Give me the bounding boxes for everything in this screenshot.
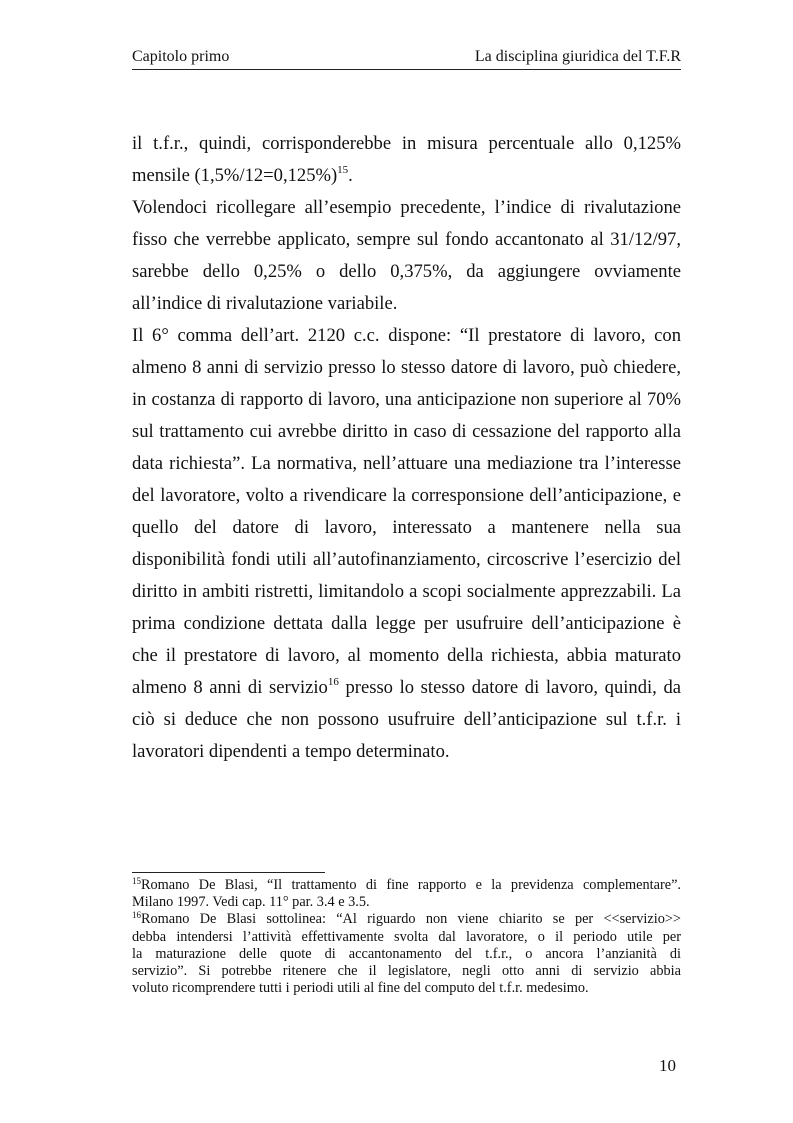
footnote-line <box>132 911 681 928</box>
footnote-line: la maturazione delle quote di accantonamento del t.f.r., o ancora l’anzianità di <box>132 945 681 962</box>
footnote-line: Milano 1997. Vedi cap. 11° par. 3.4 e 3.5. <box>132 894 370 911</box>
text-run: . <box>348 165 353 186</box>
footnote-16 <box>132 911 681 997</box>
footnote-line: voluto ricomprendere tutti i periodi utili al fine del computo del t.f.r. medesimo. <box>132 980 589 997</box>
footnote-number: 15 <box>132 876 141 886</box>
footnote-line <box>132 877 681 894</box>
text-line: quello del datore di lavoro, interessato a mantenere nella sua <box>132 517 681 538</box>
footnote-line: servizio”. Si potrebbe ritenere che il legislatore, negli otto anni di servizio abbia <box>132 963 681 980</box>
footnote-ref-15: 15 <box>337 164 349 176</box>
text-line: almeno 8 anni di servizio presso lo stesso datore di lavoro, può chiedere, <box>132 357 681 378</box>
text-line: Volendoci ricollegare all’esempio precedente, l’indice di rivalutazione <box>132 197 681 218</box>
text-line: prima condizione dettata dalla legge per usufruire dell’anticipazione è <box>132 613 681 634</box>
text-line: Il 6° comma dell’art. 2120 c.c. dispone: “Il prestatore di lavoro, con <box>132 325 681 346</box>
header-section-title: La disciplina giuridica del T.F.R <box>474 48 681 65</box>
text-line <box>132 672 681 704</box>
text-run: almeno 8 anni di servizio <box>132 677 328 698</box>
footnote-line: debba intendersi l’attività effettivamente svolta dal lavoratore, o il periodo utile per <box>132 928 681 945</box>
footnote-separator <box>132 872 325 873</box>
text-run: mensile (1,5%/12=0,125%) <box>132 165 338 186</box>
paragraph-1 <box>132 128 681 192</box>
header-chapter: Capitolo primo <box>132 48 230 65</box>
text-line: data richiesta”. La normativa, nell’attuare una mediazione tra l’interesse <box>132 453 681 474</box>
text-line: diritto in ambiti ristretti, limitandolo a scopi socialmente apprezzabili. La <box>132 581 681 602</box>
text-line: disponibilità fondi utili all’autofinanziamento, circoscrive l’esercizio del <box>132 549 681 570</box>
text-line: che il prestatore di lavoro, al momento della richiesta, abbia maturato <box>132 645 681 666</box>
text-line: sul trattamento cui avrebbe diritto in caso di cessazione del rapporto alla <box>132 421 681 442</box>
paragraph-3 <box>132 320 681 768</box>
text-line <box>132 160 681 192</box>
footnote-ref-16: 16 <box>327 676 339 688</box>
text-run: presso lo stesso datore di lavoro, quindi, da <box>338 677 681 698</box>
footnote-15 <box>132 877 681 911</box>
text-line: all’indice di rivalutazione variabile. <box>132 293 398 314</box>
text-line: fisso che verrebbe applicato, sempre sul fondo accantonato al 31/12/97, <box>132 229 681 250</box>
page-number: 10 <box>659 1056 676 1075</box>
text-line: lavoratori dipendenti a tempo determinato. <box>132 741 450 762</box>
text-line: il t.f.r., quindi, corrisponderebbe in misura percentuale allo 0,125% <box>132 133 681 154</box>
footnotes <box>132 877 681 997</box>
text-line: ciò si deduce che non possono usufruire dell’anticipazione sul t.f.r. i <box>132 709 681 730</box>
text-line: del lavoratore, volto a rivendicare la corresponsione dell’anticipazione, e <box>132 485 681 506</box>
body-text <box>132 128 681 768</box>
text-line: sarebbe dello 0,25% o dello 0,375%, da aggiungere ovviamente <box>132 261 681 282</box>
running-header <box>132 47 681 70</box>
text-run: Romano De Blasi sottolinea: “Al riguardo non viene chiarito se per <<servizio>> <box>141 911 681 928</box>
paragraph-2 <box>132 192 681 320</box>
text-line: in costanza di rapporto di lavoro, una anticipazione non superiore al 70% <box>132 389 681 410</box>
text-run: Romano De Blasi, “Il trattamento di fine rapporto e la previdenza complementare”. <box>141 877 681 893</box>
footnote-number: 16 <box>132 910 141 921</box>
